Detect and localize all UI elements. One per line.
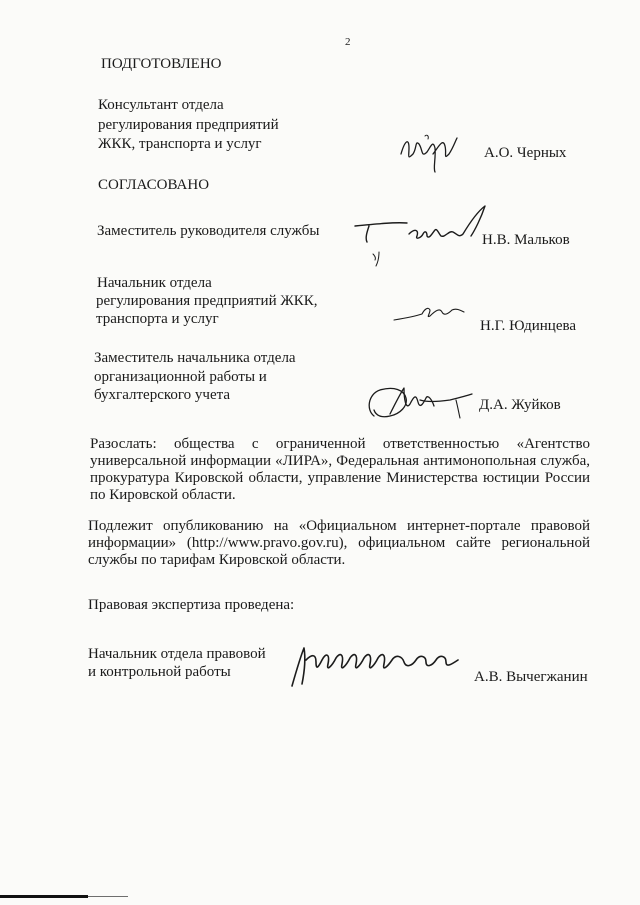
signer-3-position-line-1: Заместитель начальника отдела <box>94 350 296 366</box>
signer-1-position-line-1: Заместитель руководителя службы <box>97 223 320 239</box>
publication-paragraph: Подлежит опубликованию на «Официальном интернет-портале правовой информации» (http://www.pravo.gov.ru), официальном сайте региональной службы по тарифам Кировской области. <box>88 518 590 568</box>
prepared-position-line-3: ЖКК, транспорта и услуг <box>98 136 262 152</box>
signer-2-position-line-1: Начальник отдела <box>97 275 212 291</box>
prepared-position-line-1: Консультант отдела <box>98 97 224 113</box>
signature-zhuykov <box>360 380 480 425</box>
signer-3-position-line-3: бухгалтерского учета <box>94 387 231 403</box>
distribution-paragraph: Разослать: общества с ограниченной ответственностью «Агентство универсальной информации «ЛИРА», Федеральная антимонопольная служба, прокуратура Кировской области, управление Министерства юстиции России по Кировской области. <box>90 436 590 503</box>
scan-edge-mark-tail <box>88 896 128 897</box>
signature-chernykh <box>395 130 470 175</box>
scan-edge-mark <box>0 895 88 898</box>
legal-review-position-line-2: и контрольной работы <box>88 664 231 680</box>
signature-malkov <box>345 200 495 275</box>
signer-2-name: Н.Г. Юдинцева <box>480 318 577 334</box>
agreed-heading: СОГЛАСОВАНО <box>98 177 210 193</box>
legal-review-name: А.В. Вычегжанин <box>474 669 588 685</box>
page-number: 2 <box>345 36 351 48</box>
signer-1-name: Н.В. Мальков <box>482 232 570 248</box>
legal-review-position-line-1: Начальник отдела правовой <box>88 646 266 662</box>
signature-vychegzhanin <box>282 640 472 692</box>
signature-yudintseva <box>390 298 475 328</box>
signer-3-name: Д.А. Жуйков <box>479 397 561 413</box>
prepared-position-line-2: регулирования предприятий <box>98 117 279 133</box>
prepared-name: А.О. Черных <box>484 145 567 161</box>
signer-3-position-line-2: организационной работы и <box>94 369 267 385</box>
prepared-heading: ПОДГОТОВЛЕНО <box>101 56 222 72</box>
signer-2-position-line-2: регулирования предприятий ЖКК, <box>96 293 318 309</box>
signer-2-position-line-3: транспорта и услуг <box>96 311 219 327</box>
legal-review-statement: Правовая экспертиза проведена: <box>88 597 295 613</box>
